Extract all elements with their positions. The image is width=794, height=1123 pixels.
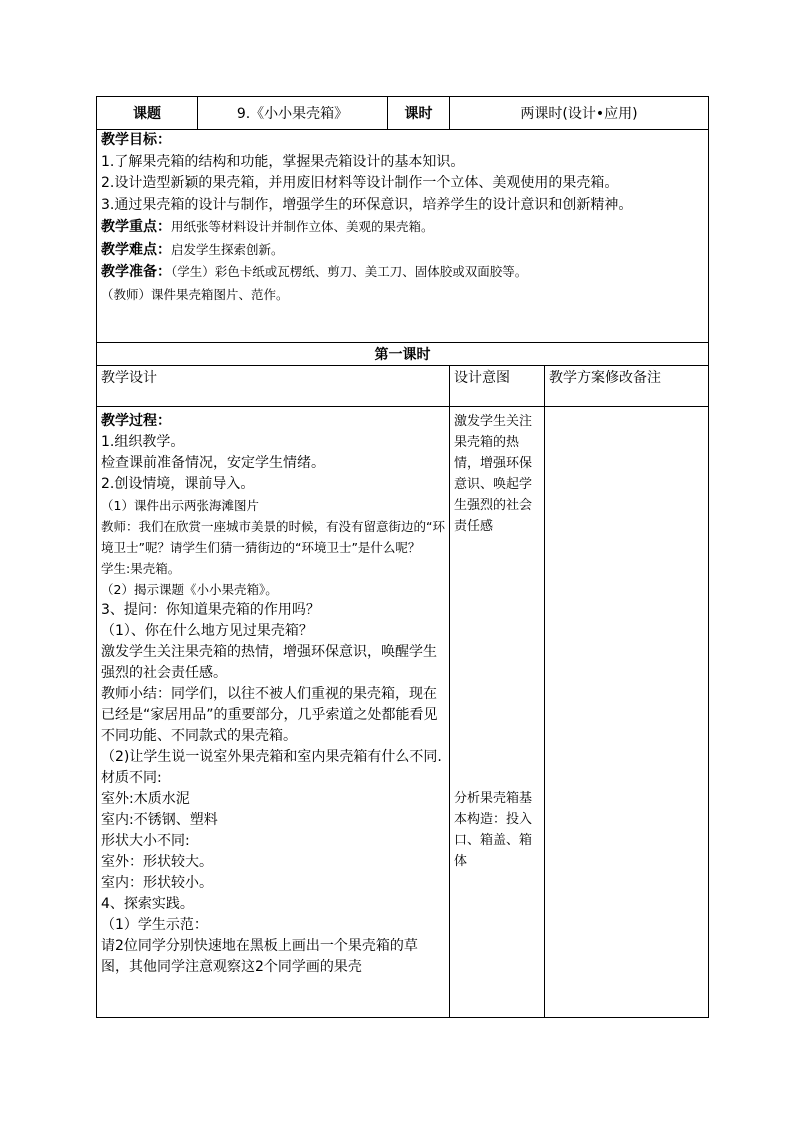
- process-line: （1）学生示范：: [101, 917, 208, 933]
- lesson-plan-page: [96, 96, 708, 1018]
- content-row: [97, 407, 709, 1018]
- process-line: 激发学生关注果壳箱的热情，增强环保意识，唤醒学生强烈的社会责任感。: [101, 644, 437, 681]
- notes-cell: [545, 407, 709, 1018]
- intent-column-header: [450, 366, 545, 407]
- process-line: 室内：形状较小。: [101, 875, 213, 891]
- header-row: [97, 97, 709, 130]
- intent-cell: [450, 407, 545, 1018]
- goal-item: 2.设计造型新颖的果壳箱，并用废旧材料等设计制作一个立体、美观使用的果壳箱。: [101, 175, 619, 191]
- process-line: 室内:不锈钢、塑料: [101, 812, 218, 828]
- process-title: 教学过程：: [101, 413, 171, 429]
- intent-second: 分析果壳箱基本构造：投入口、箱盖、箱体: [454, 791, 533, 869]
- goal-item: 3.通过果壳箱的设计与制作，增强学生的环保意识，培养学生的设计意识和创新精神。: [101, 196, 633, 213]
- hours-value: 两课时(设计•应用): [450, 97, 709, 130]
- key-label: 教学重点：: [101, 219, 171, 235]
- process-line: （2）揭示课题《小小果壳箱》。: [101, 582, 278, 597]
- process-line: 室外:木质水泥: [101, 791, 190, 807]
- process-line: 室外：形状较大。: [101, 854, 213, 870]
- difficulty-label: 教学难点：: [101, 241, 171, 258]
- hours-label: 课时: [388, 97, 450, 130]
- difficulty-text: 启发学生探索创新。: [171, 241, 284, 257]
- difficulty-point: [101, 239, 704, 262]
- topic-label: 课题: [97, 97, 198, 130]
- process-line: （2)让学生说一说室外果壳箱和室内果壳箱有什么不同.: [101, 749, 442, 765]
- process-line: 形状大小不同:: [101, 833, 190, 849]
- preparation: [101, 261, 704, 284]
- process-line: 1.组织教学。: [101, 434, 185, 450]
- intent-column-label: 设计意图: [454, 370, 510, 386]
- goals-cell: [97, 130, 709, 343]
- prep-text: （学生）彩色卡纸或瓦楞纸、剪刀、美工刀、固体胶或双面胶等。: [171, 264, 528, 279]
- process-line: 教师小结：同学们，以往不被人们重视的果壳箱，现在已经是“家居用品”的重要部分，几乎索道之处都能看见不同功能、不同款式的果壳箱。: [101, 686, 438, 744]
- section-row: [97, 343, 709, 366]
- process-line: 2.创设情境，课前导入。: [101, 476, 255, 492]
- process-cell: [97, 407, 450, 1018]
- process-line: （1）、你在什么地方见过果壳箱？: [101, 623, 313, 639]
- topic-value: 9.《小小果壳箱》: [198, 97, 388, 130]
- process-line: 学生:果壳箱。: [101, 561, 181, 576]
- goals-title: 教学目标：: [101, 132, 171, 148]
- section-title: 第一课时: [97, 343, 709, 366]
- process-line: 4、探索实践。: [101, 896, 194, 912]
- process-line: 3、提问：你知道果壳箱的作用吗？: [101, 602, 320, 618]
- process-line: 检查课前准备情况，安定学生情绪。: [101, 455, 325, 471]
- prep-label: 教学准备：: [101, 264, 171, 280]
- process-line: 请2位同学分别快速地在黑板上画出一个果壳箱的草图，其他同学注意观察这2个同学画的果壳: [101, 938, 418, 975]
- goals-row: [97, 130, 709, 343]
- key-point: [101, 216, 704, 239]
- process-line: （1）课件出示两张海滩图片: [101, 498, 259, 513]
- teacher-prep: （教师）课件果壳箱图片、范作。: [101, 286, 289, 302]
- notes-column-header: 教学方案修改备注: [545, 366, 709, 407]
- process-line: 教师：我们在欣赏一座城市美景的时候，有没有留意街边的“环境卫士”呢？请学生们猜一猜街边的“环境卫士”是什么呢？: [101, 519, 445, 555]
- lesson-plan-table: [96, 96, 709, 1018]
- goal-item: 1.了解果壳箱的结构和功能，掌握果壳箱设计的基本知识。: [101, 153, 465, 170]
- key-text: 用纸张等材料设计并制作立体、美观的果壳箱。: [171, 219, 434, 234]
- process-line: 材质不同:: [101, 770, 162, 786]
- column-header-row: [97, 366, 709, 407]
- intent-first: 激发学生关注果壳箱的热情，增强环保意识、唤起学生强烈的社会责任感: [454, 414, 533, 534]
- design-column-header: 教学设计: [97, 366, 450, 407]
